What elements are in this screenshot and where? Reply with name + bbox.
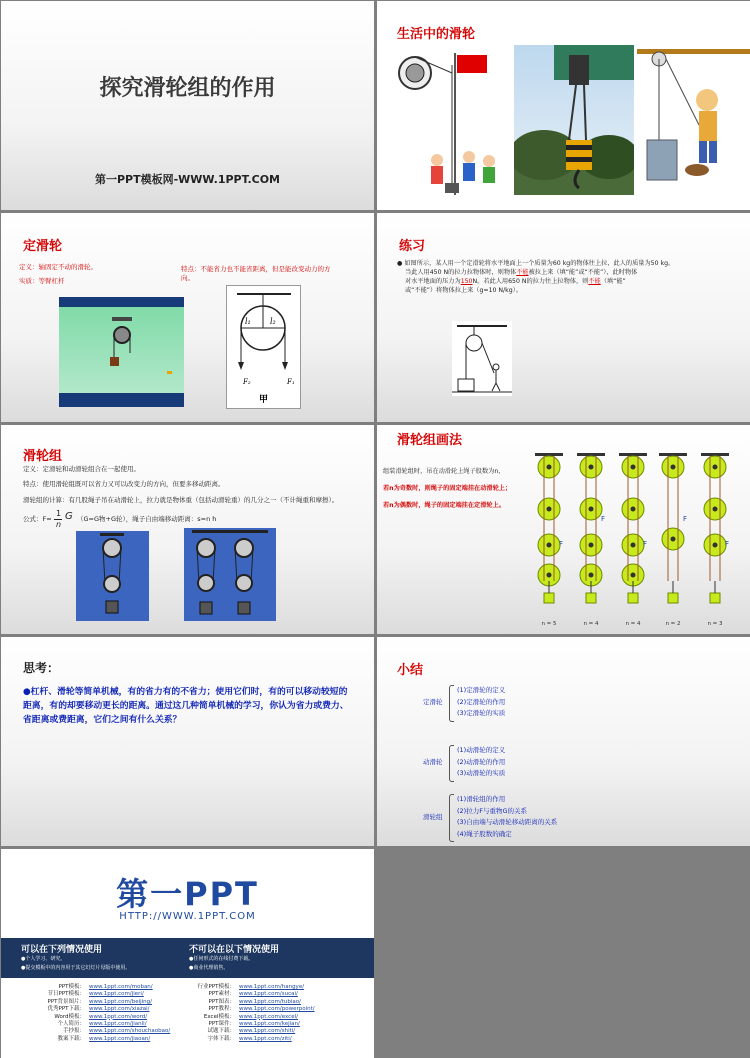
- fixed-pulley-diagram: [226, 285, 301, 409]
- l1-label: l₁: [245, 317, 251, 326]
- slide-title: 思考：: [23, 661, 60, 675]
- link-label: 试题下载：: [207, 1028, 235, 1035]
- pulley-axle: [589, 507, 594, 512]
- force-label: F: [725, 540, 730, 548]
- well-cartoon-image: [637, 45, 750, 195]
- pulley-axle: [631, 507, 636, 512]
- pulley-axle: [713, 507, 718, 512]
- pulley-axle: [547, 573, 552, 578]
- n-label: n = 4: [625, 621, 641, 627]
- summary-brace: [449, 745, 454, 782]
- force-label: F: [601, 515, 606, 523]
- summary-brace: [449, 685, 454, 722]
- pulley-axle: [547, 507, 552, 512]
- link-label: 节日PPT模板：: [47, 991, 85, 998]
- slide-1-title[interactable]: [1, 1, 374, 210]
- summary-item: (1)定滑轮的定义: [457, 686, 506, 694]
- odd-rule-text: 若n为奇数时，则绳子的固定端挂在动滑轮上；: [383, 485, 512, 492]
- weight-block: [586, 593, 596, 603]
- diagram-label: 甲: [259, 395, 269, 405]
- usage-banner: [1, 938, 374, 978]
- brand-logo: 第一PPT: [116, 875, 259, 913]
- brand-url[interactable]: HTTP://WWW.1PPT.COM: [119, 911, 256, 922]
- n-label: n = 4: [583, 621, 599, 627]
- slide-title: 定滑轮: [23, 239, 63, 254]
- weight-block: [668, 593, 678, 603]
- link-row: [193, 1006, 315, 1013]
- link-row: [193, 1014, 315, 1021]
- slide-6-pulley-drawing[interactable]: [377, 425, 750, 634]
- summary-group-label: 滑轮组: [423, 813, 443, 821]
- pulley-block-image-2: [184, 528, 276, 621]
- summary-item: (2)定滑轮的作用: [457, 697, 506, 706]
- pulley-axle: [589, 573, 594, 578]
- link-url[interactable]: www.1ppt.com/xiazai/: [89, 1006, 150, 1013]
- feature-text: 特点：不能省力也不能省距离，但是能改变动力的方向。: [181, 265, 331, 282]
- link-url[interactable]: www.1ppt.com/jianli/: [89, 1021, 147, 1028]
- thinking-body: ●杠杆、滑轮等简单机械，有的省力有的不省力；使用它们时，有的可以移动较短的距离，有的却要移动更长的距离。通过这几种简单机械的学习，你认为省力或费力、省距离或费距离，它们之间有什么关系？: [23, 687, 349, 725]
- link-url[interactable]: www.1ppt.com/jieri/: [89, 991, 144, 998]
- cannot-use-item-1: ●任何形式的在线付费下载。: [189, 956, 254, 962]
- force-label: F: [643, 540, 648, 548]
- f1-label: F₁: [287, 378, 295, 386]
- practice-diagram: [452, 321, 512, 396]
- answer-blank-1: 不能: [516, 269, 529, 276]
- pulley-drawings: [535, 451, 750, 631]
- force-label: F: [683, 515, 688, 523]
- n-label: n = 3: [707, 621, 723, 627]
- cannot-use-title: 不可以在以下情况使用: [189, 945, 280, 955]
- links-left: [43, 984, 170, 1043]
- link-url[interactable]: www.1ppt.com/hangye/: [239, 984, 305, 990]
- link-label: PPT课件：: [208, 1021, 235, 1028]
- answer-blank-3: 不能: [588, 278, 601, 285]
- link-label: PPT背景图片：: [47, 998, 85, 1005]
- link-label: PPT模板：: [58, 984, 85, 990]
- slide-7-thinking[interactable]: [1, 637, 374, 846]
- link-row: [43, 1014, 170, 1021]
- pulley-axle: [547, 465, 552, 470]
- pulley-axle: [547, 543, 552, 548]
- link-label: PPT素材：: [208, 991, 235, 998]
- link-url[interactable]: www.1ppt.com/ziti/: [239, 1035, 292, 1042]
- pulley-axle: [713, 543, 718, 548]
- can-use-item-1: ●个人学习、研究。: [21, 956, 66, 962]
- link-label: 个人简历：: [57, 1021, 85, 1028]
- link-row: [193, 1036, 315, 1043]
- summary-group-label: 动滑轮: [423, 758, 443, 767]
- summary-item: (3)定滑轮的实质: [457, 709, 506, 717]
- links-right: [193, 984, 315, 1043]
- pulley-axle: [589, 543, 594, 548]
- link-label: Word模板：: [54, 1013, 85, 1020]
- question-text: ● 如图所示，某人用一个定滑轮将水平地面上一个质量为60 kg的物体往上拉，此人的质量为50 kg。 当此人用450 N的拉力拉物体时，则物体不能被拉上来（填“能”或“不能”），此时物体 对水平地面的压力为150N。若此人用650 N的拉力往上拉物体，则不能（填“能” 或“不能”）将物体拉上来（g=10 N/kg）。: [397, 260, 675, 294]
- summary-item: (2)动滑轮的作用: [457, 757, 506, 766]
- summary-item: (1)动滑轮的定义: [457, 746, 506, 754]
- slide-8-summary[interactable]: [377, 637, 750, 846]
- pulley-axle: [631, 543, 636, 548]
- pulley-axle: [631, 573, 636, 578]
- summary-item: (2)拉力F与重物G的关系: [457, 806, 527, 815]
- pulley-block-image-1: [76, 531, 149, 621]
- pulley-axle: [631, 465, 636, 470]
- can-use-title: 可以在下列情况使用: [21, 945, 103, 955]
- summary-item: (3)动滑轮的实质: [457, 769, 506, 777]
- answer-blank-2: 150: [460, 278, 473, 285]
- weight-block: [710, 593, 720, 603]
- slide-4-practice[interactable]: [377, 213, 750, 422]
- link-label: PPT图表：: [208, 998, 235, 1005]
- flagpole-image: [397, 45, 513, 195]
- force-label: F: [559, 540, 564, 548]
- link-row: [43, 1028, 170, 1035]
- intro-text: 组装滑轮组时，吊在动滑轮上绳子股数为n，: [383, 468, 505, 475]
- summary-brace: [449, 794, 454, 842]
- crane-image: [514, 45, 634, 195]
- link-label: PPT教程：: [208, 1006, 235, 1013]
- link-row: [43, 1036, 170, 1043]
- link-label: 行业PPT模板：: [197, 984, 235, 990]
- link-row: [43, 1006, 170, 1013]
- link-row: [43, 991, 170, 998]
- slide-3-fixed-pulley[interactable]: [1, 213, 374, 422]
- slide-title: 生活中的滑轮: [397, 27, 476, 42]
- feature-text: 特点：使用滑轮组既可以省力又可以改变力的方向，但要多移动距离。: [23, 480, 225, 488]
- slide-title: 滑轮组: [23, 449, 63, 464]
- slide-title: 探究滑轮组的作用: [99, 76, 276, 101]
- definition-text: 定义：定滑轮和动滑轮组合在一起使用。: [23, 465, 140, 473]
- link-label: 优秀PPT下载：: [47, 1006, 85, 1013]
- can-use-item-2: ●提交模板中的内容用于其它幻灯片母版中使用。: [21, 965, 131, 971]
- link-url[interactable]: www.1ppt.com/jiaoan/: [89, 1035, 151, 1042]
- link-url[interactable]: www.1ppt.com/tubiao/: [239, 998, 301, 1005]
- slide-subtitle: 第一PPT模板网-WWW.1PPT.COM: [94, 173, 281, 186]
- link-label: 教案下载：: [57, 1035, 85, 1042]
- formula: 公式：F= 1 n G （G=G物+G轮），绳子自由端移动距离：s=n h: [23, 509, 217, 529]
- essence-text: 实质：等臂杠杆: [19, 277, 65, 285]
- link-label: Excel模板：: [203, 1013, 235, 1020]
- pulley-axle: [671, 465, 676, 470]
- summary-item: (3)自由端与动滑轮移动距离的关系: [457, 818, 558, 826]
- definition-text: 定义：轴固定不动的滑轮。: [19, 263, 97, 271]
- link-url[interactable]: www.1ppt.com/kejian/: [239, 1021, 300, 1028]
- link-url[interactable]: www.1ppt.com/shouchaobao/: [89, 1028, 171, 1035]
- link-url[interactable]: www.1ppt.com/shiti/: [239, 1028, 296, 1035]
- link-row: [193, 991, 315, 998]
- link-url[interactable]: www.1ppt.com/beijing/: [89, 998, 153, 1005]
- slide-5-pulley-block[interactable]: [1, 425, 374, 634]
- slide-title: 练习: [399, 239, 426, 254]
- pulley-axle: [589, 465, 594, 470]
- n-label: n = 2: [665, 621, 681, 627]
- slide-2-life-pulleys[interactable]: [377, 1, 750, 210]
- link-row: [193, 1028, 315, 1035]
- link-url[interactable]: www.1ppt.com/word/: [89, 1013, 148, 1020]
- slide-title: 小结: [397, 663, 424, 678]
- f2-label: F₂: [243, 378, 251, 386]
- pulley-axle: [671, 537, 676, 542]
- even-rule-text: 若n为偶数时，绳子的固定端挂在定滑轮上。: [383, 502, 505, 509]
- link-url[interactable]: www.1ppt.com/powerpoint/: [239, 1006, 315, 1013]
- slide-9-copyright[interactable]: [1, 849, 374, 1058]
- pulley-axle: [713, 465, 718, 470]
- fixed-pulley-animation: [59, 297, 184, 407]
- calculation-text: 滑轮组的计算：有几股绳子吊在动滑轮上，拉力就是物体重（包括动滑轮重）的几分之一（不计绳重和摩擦）。: [23, 496, 339, 504]
- summary-item: (4)绳子股数的确定: [457, 829, 512, 838]
- link-label: 字体下载：: [207, 1035, 235, 1042]
- summary-item: (1)滑轮组的作用: [457, 795, 506, 803]
- summary-group-label: 定滑轮: [423, 698, 443, 707]
- cannot-use-item-2: ●商业代理销售。: [189, 965, 229, 971]
- weight-block: [628, 593, 638, 603]
- l2-label: l₂: [270, 317, 276, 326]
- link-url[interactable]: www.1ppt.com/excel/: [239, 1013, 298, 1020]
- link-url[interactable]: www.1ppt.com/sucai/: [239, 991, 298, 998]
- slide-title: 滑轮组画法: [397, 433, 463, 448]
- n-label: n = 5: [541, 621, 557, 627]
- link-url[interactable]: www.1ppt.com/moban/: [89, 984, 153, 990]
- summary-groups: [377, 637, 750, 846]
- weight-block: [544, 593, 554, 603]
- link-label: 手抄报：: [62, 1028, 85, 1035]
